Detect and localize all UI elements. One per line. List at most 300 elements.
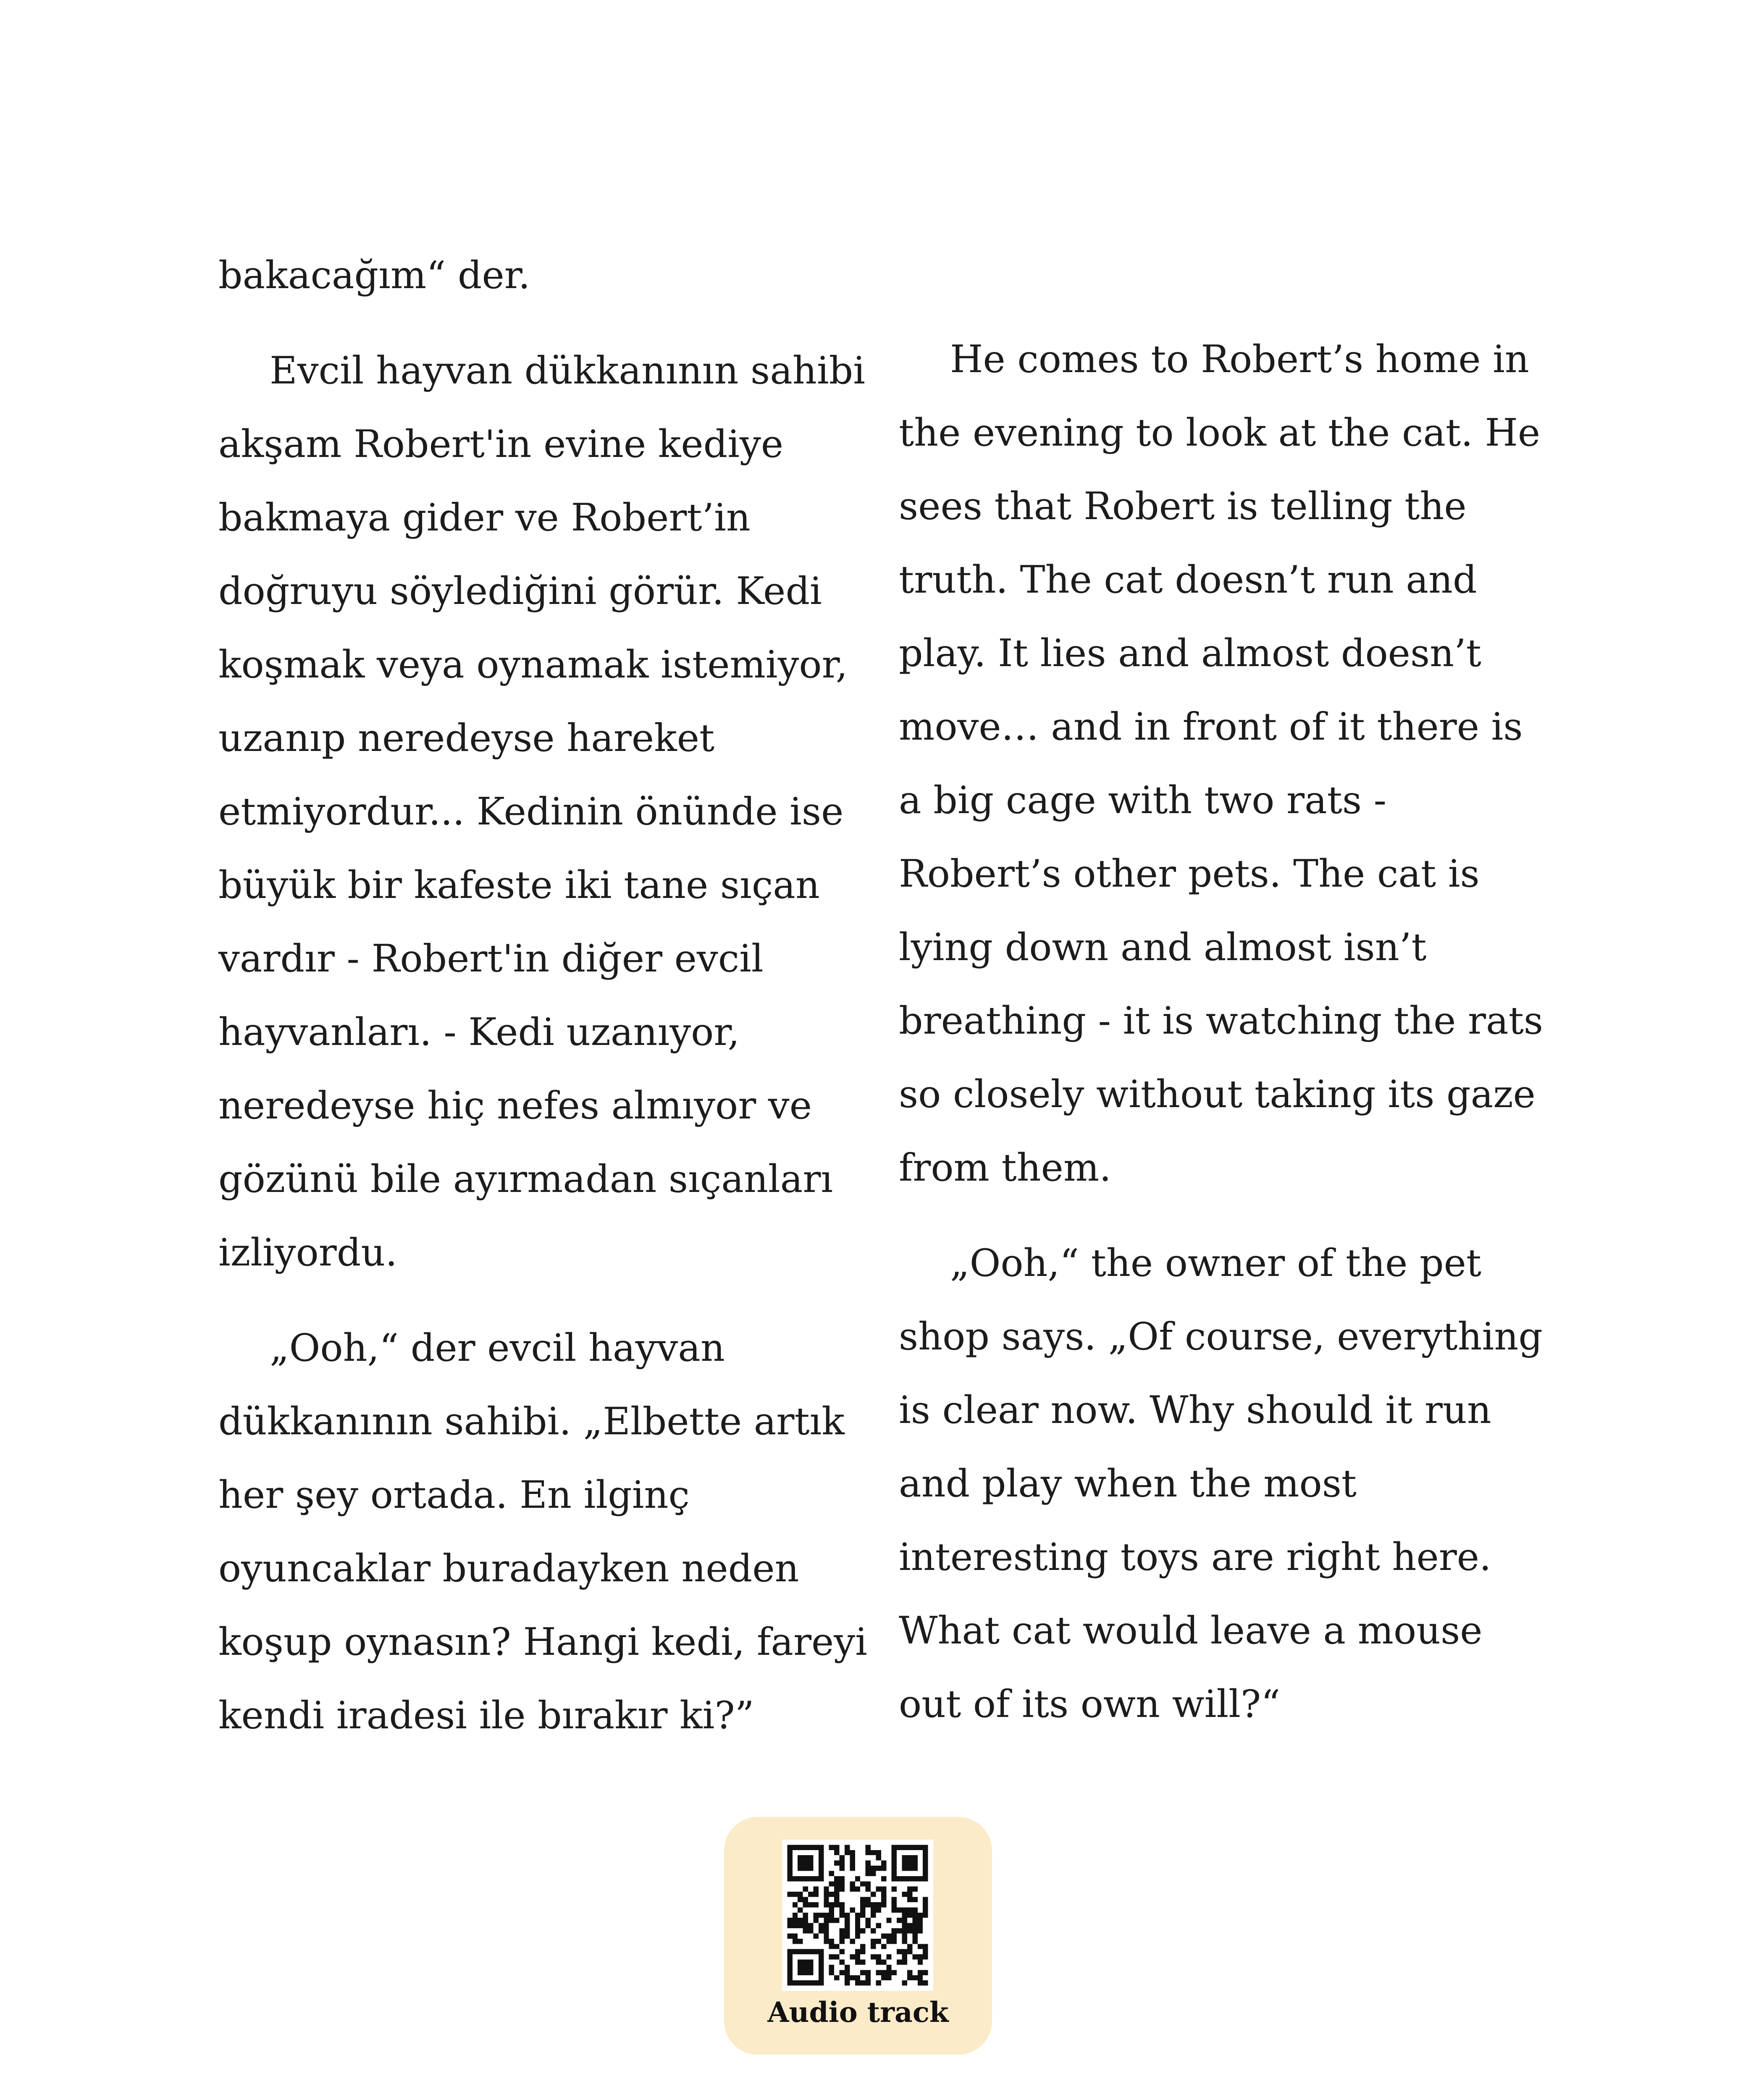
qr-module <box>918 1975 923 1980</box>
qr-module <box>881 1944 886 1949</box>
qr-module <box>912 1918 917 1923</box>
qr-module <box>923 1850 928 1855</box>
qr-module <box>845 1980 850 1985</box>
qr-module <box>871 1954 876 1959</box>
qr-module <box>902 1928 907 1933</box>
qr-module <box>813 1876 818 1881</box>
qr-module <box>798 1892 803 1897</box>
qr-module <box>793 1845 798 1850</box>
qr-module <box>787 1965 792 1970</box>
qr-module <box>871 1902 876 1907</box>
qr-module <box>923 1897 928 1902</box>
qr-module <box>855 1918 860 1923</box>
qr-module <box>813 1845 818 1850</box>
qr-module <box>813 1902 818 1907</box>
qr-module <box>803 1897 808 1902</box>
qr-module <box>923 1944 928 1949</box>
qr-module <box>923 1845 928 1850</box>
qr-module <box>912 1887 917 1892</box>
qr-module <box>787 1876 792 1881</box>
qr-module <box>892 1902 897 1907</box>
qr-module <box>845 1965 850 1970</box>
qr-module <box>829 1970 834 1975</box>
qr-module <box>871 1907 876 1912</box>
qr-module <box>824 1928 829 1933</box>
qr-module <box>881 1975 886 1980</box>
qr-module <box>855 1887 860 1892</box>
qr-module <box>850 1907 855 1912</box>
qr-module <box>819 1866 824 1871</box>
qr-module <box>793 1939 798 1944</box>
qr-module <box>834 1850 839 1855</box>
turkish-paragraph-2: Evcil hayvan dükkanının sahibi akşam Robert'in evine kediye bakmaya gider ve Robert’in doğruyu söylediğini görür. Kedi koşmak veya oynamak istemiyor, uzanıp neredeyse hareket etmiyordur... Kedinin önünde ise büyük bir kafeste iki tane sıçan vardır - Robert'in diğer evcil hayvanları. - Kedi uzanıyor, neredeyse hiç nefes almıyor ve gözünü bile ayırmadan sıçanları izliyordu. <box>218 349 866 1275</box>
qr-module <box>897 1845 902 1850</box>
qr-module <box>892 1855 897 1860</box>
qr-module <box>793 1980 798 1985</box>
qr-module <box>798 1876 803 1881</box>
qr-module <box>897 1960 902 1965</box>
qr-module <box>798 1855 803 1860</box>
qr-module <box>912 1845 917 1850</box>
qr-module <box>902 1845 907 1850</box>
qr-module <box>793 1933 798 1938</box>
qr-module <box>845 1923 850 1928</box>
qr-module <box>819 1913 824 1918</box>
qr-module <box>819 1876 824 1881</box>
qr-module <box>876 1923 881 1928</box>
qr-module <box>881 1892 886 1897</box>
audio-track-label: Audio track <box>767 1996 949 2029</box>
qr-module <box>808 1866 813 1871</box>
qr-module <box>834 1944 839 1949</box>
qr-module <box>808 1928 813 1933</box>
qr-module <box>787 1923 792 1928</box>
qr-module <box>866 1902 871 1907</box>
qr-module <box>918 1954 923 1959</box>
qr-module <box>845 1928 850 1933</box>
qr-module <box>850 1887 855 1892</box>
qr-module <box>834 1892 839 1897</box>
qr-module <box>876 1939 881 1944</box>
qr-module <box>840 1876 845 1881</box>
qr-module <box>886 1965 891 1970</box>
qr-module <box>912 1876 917 1881</box>
qr-module <box>912 1923 917 1928</box>
qr-module <box>840 1913 845 1918</box>
qr-module <box>866 1861 871 1866</box>
qr-module <box>803 1960 808 1965</box>
qr-module <box>907 1866 912 1871</box>
qr-module <box>907 1928 912 1933</box>
qr-module <box>907 1861 912 1866</box>
qr-module <box>845 1913 850 1918</box>
qr-module <box>819 1980 824 1985</box>
qr-module <box>803 1918 808 1923</box>
qr-module <box>923 1876 928 1881</box>
qr-module <box>803 1923 808 1928</box>
qr-module <box>866 1887 871 1892</box>
qr-module <box>829 1892 834 1897</box>
qr-module <box>834 1902 839 1907</box>
qr-module <box>813 1949 818 1954</box>
english-text-column <box>899 323 1554 1763</box>
qr-module <box>819 1861 824 1866</box>
qr-module <box>855 1923 860 1928</box>
qr-module <box>829 1939 834 1944</box>
qr-module <box>824 1892 829 1897</box>
qr-module <box>834 1954 839 1959</box>
qr-module <box>902 1907 907 1912</box>
qr-module <box>840 1887 845 1892</box>
qr-module <box>881 1933 886 1938</box>
qr-module <box>840 1861 845 1866</box>
qr-module <box>808 1861 813 1866</box>
qr-module <box>829 1845 834 1850</box>
qr-module <box>834 1845 839 1850</box>
qr-module <box>871 1944 876 1949</box>
qr-module <box>834 1887 839 1892</box>
qr-module <box>881 1861 886 1866</box>
qr-module <box>871 1866 876 1871</box>
qr-module <box>907 1887 912 1892</box>
qr-module <box>892 1871 897 1876</box>
qr-module <box>918 1980 923 1985</box>
qr-module <box>918 1876 923 1881</box>
qr-module <box>787 1892 792 1897</box>
qr-module <box>923 1866 928 1871</box>
qr-module <box>897 1949 902 1954</box>
qr-module <box>819 1871 824 1876</box>
qr-module <box>840 1881 845 1886</box>
qr-module <box>912 1933 917 1938</box>
qr-module <box>918 1944 923 1949</box>
qr-module <box>860 1881 865 1886</box>
qr-module <box>912 1975 917 1980</box>
qr-module <box>829 1965 834 1970</box>
qr-module <box>824 1933 829 1938</box>
qr-module <box>881 1887 886 1892</box>
qr-module <box>902 1923 907 1928</box>
qr-module <box>819 1975 824 1980</box>
qr-module <box>907 1949 912 1954</box>
qr-module <box>902 1855 907 1860</box>
qr-module <box>871 1892 876 1897</box>
qr-module <box>881 1960 886 1965</box>
qr-module <box>845 1970 850 1975</box>
qr-module <box>912 1855 917 1860</box>
qr-module <box>803 1965 808 1970</box>
qr-module <box>787 1845 792 1850</box>
qr-module <box>855 1928 860 1933</box>
qr-module <box>787 1980 792 1985</box>
qr-module <box>787 1866 792 1871</box>
qr-module <box>886 1975 891 1980</box>
qr-module <box>860 1928 865 1933</box>
qr-module <box>892 1928 897 1933</box>
qr-module <box>808 1845 813 1850</box>
qr-module <box>855 1949 860 1954</box>
qr-module <box>840 1855 845 1860</box>
qr-module <box>866 1897 871 1902</box>
qr-module <box>923 1871 928 1876</box>
qr-module <box>860 1980 865 1985</box>
qr-module <box>824 1887 829 1892</box>
qr-module <box>793 1892 798 1897</box>
qr-module <box>840 1933 845 1938</box>
qr-module <box>855 1980 860 1985</box>
qr-module <box>902 1980 907 1985</box>
qr-module <box>892 1970 897 1975</box>
qr-module <box>860 1944 865 1949</box>
qr-module <box>918 1928 923 1933</box>
qr-module <box>892 1866 897 1871</box>
qr-module <box>886 1939 891 1944</box>
qr-module <box>834 1897 839 1902</box>
qr-module <box>813 1980 818 1985</box>
qr-module <box>850 1866 855 1871</box>
qr-module <box>819 1855 824 1860</box>
qr-module <box>808 1855 813 1860</box>
qr-module <box>902 1954 907 1959</box>
qr-module <box>829 1907 834 1912</box>
qr-module <box>881 1902 886 1907</box>
qr-module <box>881 1970 886 1975</box>
qr-module <box>902 1876 907 1881</box>
qr-module <box>907 1845 912 1850</box>
qr-module <box>787 1975 792 1980</box>
qr-module <box>829 1954 834 1959</box>
qr-module <box>813 1918 818 1923</box>
qr-module <box>923 1855 928 1860</box>
qr-module <box>907 1892 912 1897</box>
qr-module <box>866 1881 871 1886</box>
qr-module <box>886 1933 891 1938</box>
qr-module <box>866 1871 871 1876</box>
qr-module <box>912 1861 917 1866</box>
qr-module <box>840 1949 845 1954</box>
qr-module <box>787 1960 792 1965</box>
qr-module <box>876 1855 881 1860</box>
qr-module <box>892 1907 897 1912</box>
qr-module <box>787 1855 792 1860</box>
qr-module <box>897 1907 902 1912</box>
qr-module <box>855 1933 860 1938</box>
qr-module <box>918 1913 923 1918</box>
qr-module <box>881 1897 886 1902</box>
qr-module <box>819 1923 824 1928</box>
qr-module <box>834 1876 839 1881</box>
qr-module <box>850 1850 855 1855</box>
qr-module <box>850 1954 855 1959</box>
qr-module <box>824 1939 829 1944</box>
qr-module <box>866 1975 871 1980</box>
qr-module <box>834 1881 839 1886</box>
qr-module <box>840 1928 845 1933</box>
qr-module <box>923 1949 928 1954</box>
qr-module <box>918 1923 923 1928</box>
qr-module <box>819 1850 824 1855</box>
qr-module <box>798 1970 803 1975</box>
qr-module <box>787 1861 792 1866</box>
qr-module <box>829 1918 834 1923</box>
qr-module <box>912 1907 917 1912</box>
qr-module <box>871 1913 876 1918</box>
qr-module <box>834 1975 839 1980</box>
qr-code-icon[interactable] <box>782 1840 933 1991</box>
qr-module <box>824 1913 829 1918</box>
qr-module <box>923 1902 928 1907</box>
qr-module <box>798 1980 803 1985</box>
qr-module <box>912 1954 917 1959</box>
qr-module <box>876 1907 881 1912</box>
qr-module <box>876 1954 881 1959</box>
qr-module <box>813 1933 818 1938</box>
qr-module <box>834 1918 839 1923</box>
qr-module <box>798 1923 803 1928</box>
qr-module <box>902 1861 907 1866</box>
qr-module <box>798 1907 803 1912</box>
qr-module <box>902 1939 907 1944</box>
qr-module <box>860 1902 865 1907</box>
qr-module <box>798 1897 803 1902</box>
qr-module <box>793 1876 798 1881</box>
qr-module <box>793 1913 798 1918</box>
qr-module <box>824 1897 829 1902</box>
qr-module <box>892 1887 897 1892</box>
qr-module <box>892 1876 897 1881</box>
qr-module <box>829 1871 834 1876</box>
qr-module <box>793 1918 798 1923</box>
qr-module <box>918 1970 923 1975</box>
qr-module <box>787 1970 792 1975</box>
qr-module <box>803 1902 808 1907</box>
qr-module <box>803 1928 808 1933</box>
qr-module <box>892 1939 897 1944</box>
qr-module <box>881 1876 886 1881</box>
qr-module <box>850 1975 855 1980</box>
qr-module <box>855 1913 860 1918</box>
qr-module <box>824 1923 829 1928</box>
qr-module <box>798 1939 803 1944</box>
qr-module <box>912 1897 917 1902</box>
qr-module <box>824 1902 829 1907</box>
qr-module <box>907 1876 912 1881</box>
qr-module <box>866 1866 871 1871</box>
qr-module <box>860 1949 865 1954</box>
qr-module <box>840 1970 845 1975</box>
qr-module <box>813 1887 818 1892</box>
qr-module <box>819 1965 824 1970</box>
qr-module <box>803 1887 808 1892</box>
turkish-text-column <box>218 239 874 1774</box>
qr-module <box>803 1913 808 1918</box>
qr-module <box>808 1980 813 1985</box>
qr-module <box>902 1933 907 1938</box>
qr-module <box>860 1913 865 1918</box>
qr-module <box>855 1975 860 1980</box>
qr-module <box>829 1902 834 1907</box>
qr-module <box>876 1850 881 1855</box>
qr-module <box>876 1960 881 1965</box>
qr-module <box>808 1960 813 1965</box>
qr-module <box>860 1960 865 1965</box>
qr-module <box>793 1949 798 1954</box>
qr-module <box>871 1850 876 1855</box>
qr-module <box>813 1913 818 1918</box>
qr-module <box>798 1960 803 1965</box>
qr-module <box>907 1913 912 1918</box>
qr-module <box>871 1928 876 1933</box>
qr-module <box>907 1975 912 1980</box>
qr-module <box>892 1845 897 1850</box>
qr-module <box>803 1980 808 1985</box>
qr-module <box>876 1887 881 1892</box>
qr-module <box>850 1939 855 1944</box>
qr-module <box>886 1954 891 1959</box>
qr-module <box>892 1897 897 1902</box>
qr-module <box>918 1918 923 1923</box>
qr-module <box>866 1918 871 1923</box>
qr-module <box>819 1960 824 1965</box>
qr-module <box>855 1954 860 1959</box>
qr-module <box>923 1907 928 1912</box>
qr-module <box>881 1866 886 1871</box>
qr-module <box>798 1949 803 1954</box>
qr-module <box>819 1845 824 1850</box>
qr-module <box>886 1970 891 1975</box>
qr-module <box>798 1918 803 1923</box>
qr-module <box>902 1892 907 1897</box>
qr-module <box>840 1939 845 1944</box>
qr-module <box>866 1845 871 1850</box>
qr-module <box>855 1960 860 1965</box>
qr-module <box>803 1876 808 1881</box>
qr-module <box>803 1866 808 1871</box>
qr-module <box>840 1960 845 1965</box>
audio-track-box[interactable] <box>724 1817 992 2055</box>
qr-module <box>866 1923 871 1928</box>
qr-module <box>897 1876 902 1881</box>
qr-module <box>876 1980 881 1985</box>
qr-module <box>866 1970 871 1975</box>
qr-module <box>787 1871 792 1876</box>
qr-module <box>824 1918 829 1923</box>
qr-module <box>902 1918 907 1923</box>
qr-module <box>907 1970 912 1975</box>
qr-module <box>923 1970 928 1975</box>
qr-module <box>923 1861 928 1866</box>
qr-module <box>907 1907 912 1912</box>
qr-module <box>923 1913 928 1918</box>
qr-module <box>902 1960 907 1965</box>
qr-module <box>907 1944 912 1949</box>
qr-module <box>845 1850 850 1855</box>
qr-module <box>902 1949 907 1954</box>
qr-module <box>793 1902 798 1907</box>
qr-module <box>845 1975 850 1980</box>
qr-module <box>808 1965 813 1970</box>
qr-module <box>787 1933 792 1938</box>
qr-module <box>798 1845 803 1850</box>
qr-module <box>866 1850 871 1855</box>
qr-module <box>892 1850 897 1855</box>
qr-module <box>860 1897 865 1902</box>
qr-module <box>829 1913 834 1918</box>
qr-module <box>923 1980 928 1985</box>
qr-module <box>912 1913 917 1918</box>
turkish-paragraph-1: bakacağım“ der. <box>218 253 530 297</box>
qr-module <box>808 1876 813 1881</box>
